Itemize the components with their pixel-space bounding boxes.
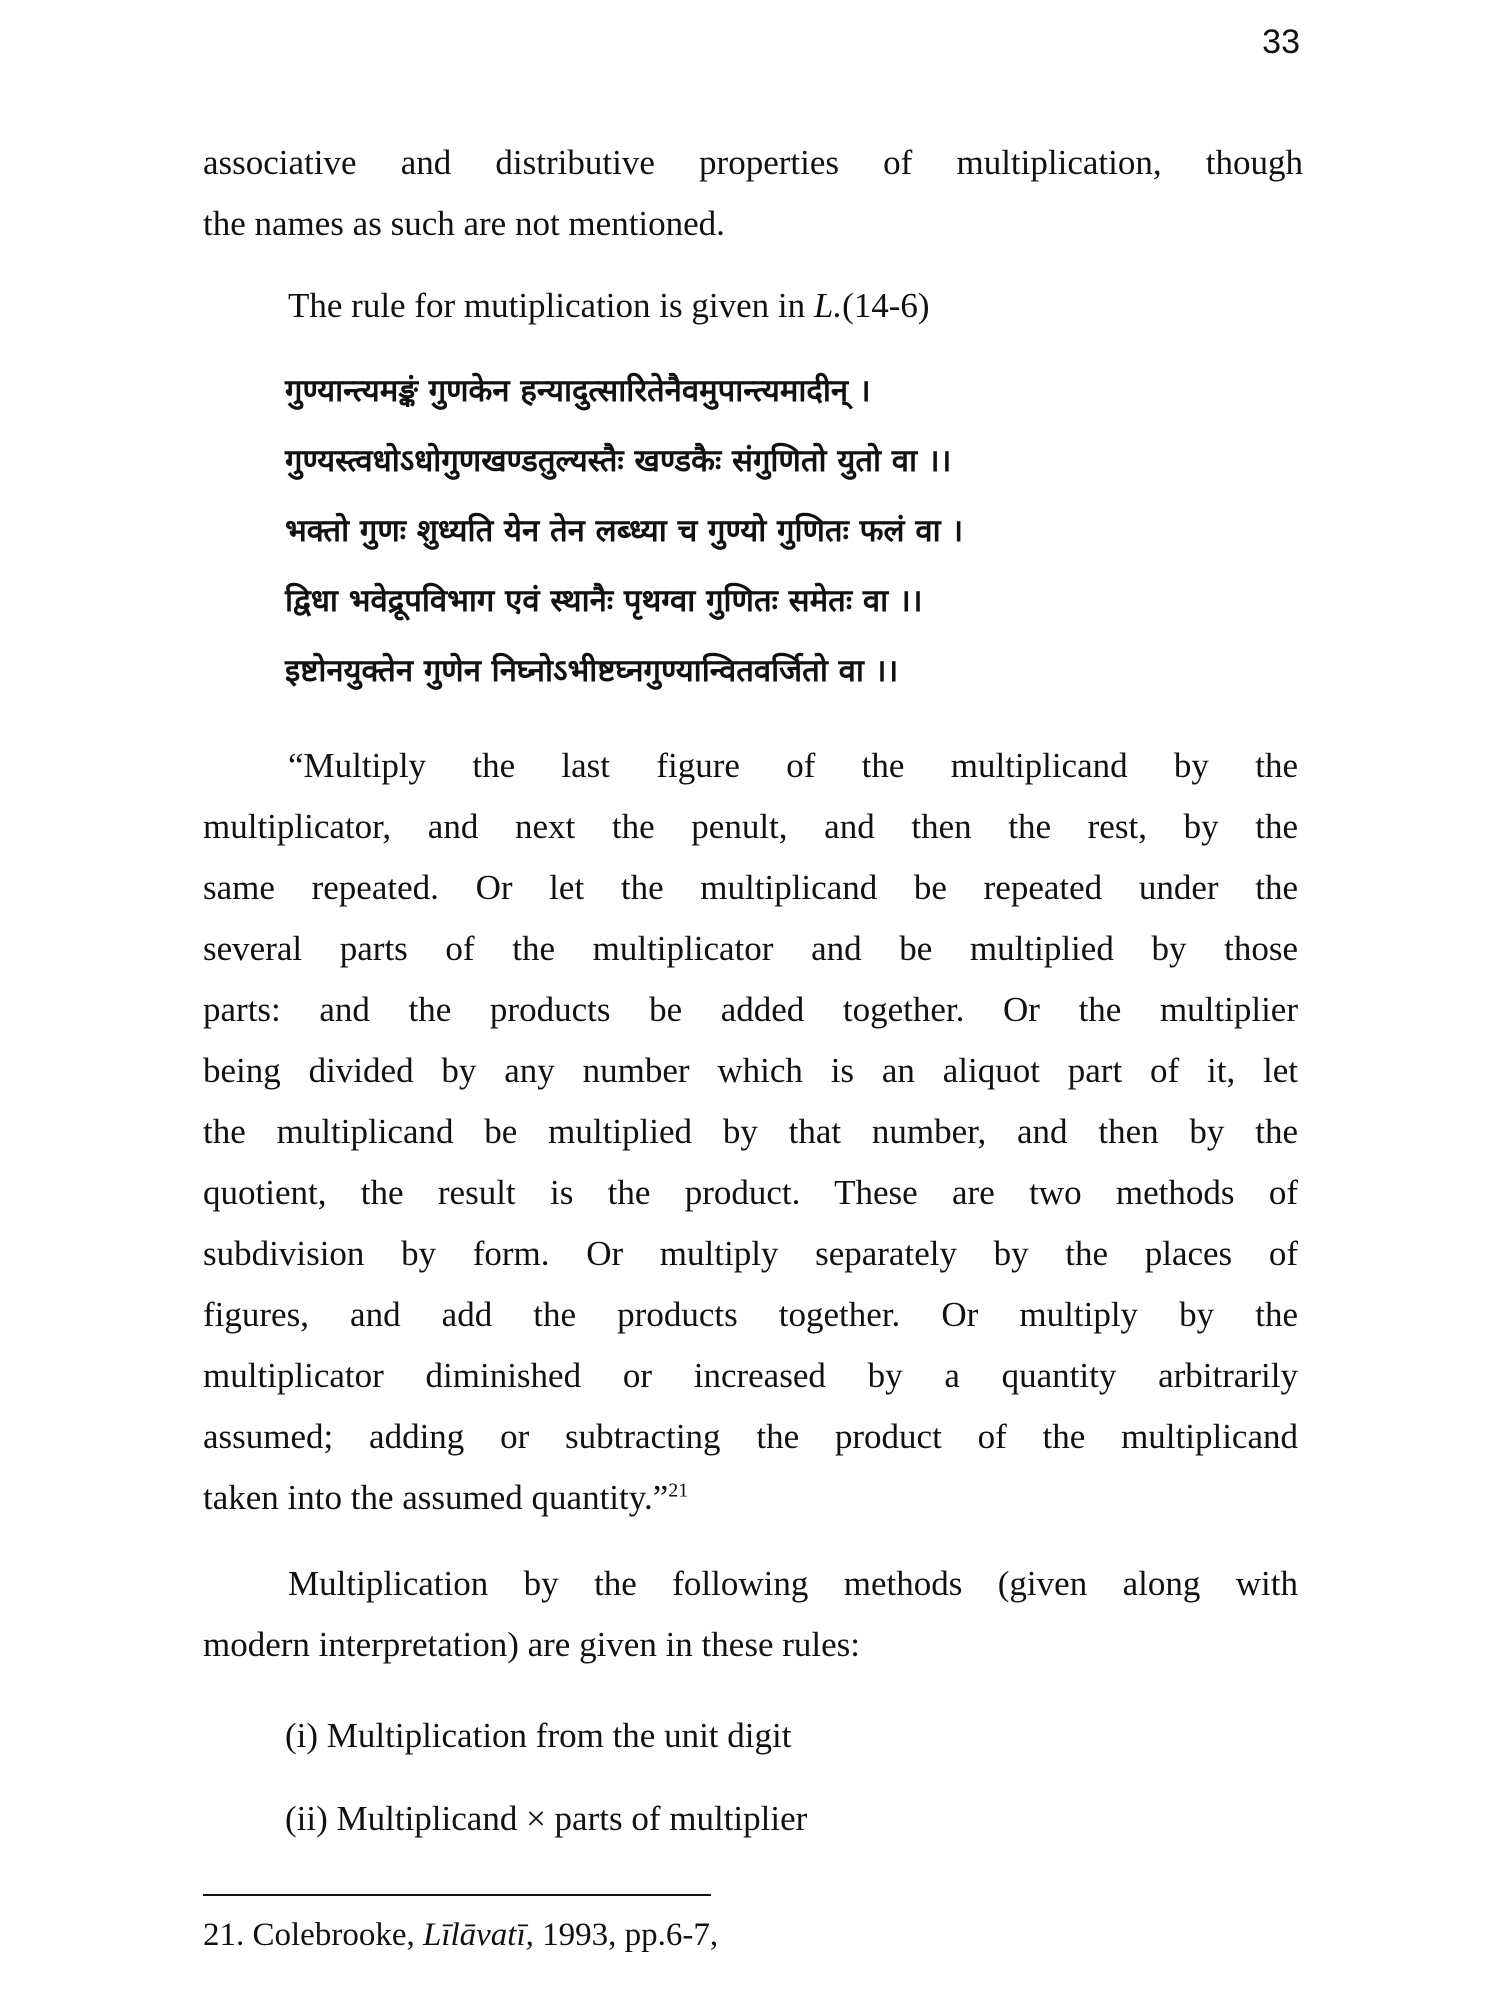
quote-line-last	[203, 1467, 1298, 1528]
quote-line: several parts of the multiplicator and be multiplied by those	[203, 929, 1298, 968]
verse-line: भक्तो गुणः शुध्यति येन तेन लब्ध्या च गुण्यो गुणितः फलं वा ।	[285, 513, 964, 549]
footnote-title: Līlāvatī,	[422, 1917, 534, 1953]
quote-line: being divided by any number which is an aliquot part of it, let	[203, 1051, 1298, 1090]
quote-line: quotient, the result is the product. These are two methods of	[203, 1173, 1298, 1212]
footnote-author: Colebrooke,	[244, 1917, 423, 1953]
footnote-divider	[203, 1894, 711, 1896]
rule-intro-text: The rule for mutiplication is given in	[288, 286, 814, 325]
paragraph-line: the names as such are not mentioned.	[203, 204, 725, 243]
rule-reference-number: (14-6)	[842, 286, 930, 325]
rule-reference-italic: L.	[813, 286, 843, 325]
footnote-number: 21.	[203, 1917, 245, 1953]
methods-list	[285, 1705, 807, 1871]
quote-line: same repeated. Or let the multiplicand be repeated under the	[203, 868, 1298, 907]
quote-line: assumed; adding or subtracting the product of the multiplicand	[203, 1417, 1298, 1456]
quote-line: “Multiply the last figure of the multiplicand by the	[288, 746, 1298, 785]
list-item: (ii) Multiplicand × parts of multiplier	[285, 1799, 808, 1838]
verse-line: गुण्यान्त्यमङ्कं गुणकेन हन्यादुत्सारितेनैवमुपान्त्यमादीन् ।	[285, 373, 871, 409]
quote-line-text: taken into the assumed quantity.”	[203, 1478, 669, 1517]
page-number: 33	[1262, 23, 1300, 61]
quote-line: parts: and the products be added together. Or the multiplier	[203, 990, 1298, 1029]
verse-line: द्विधा भवेद्रूपविभाग एवं स्थानैः पृथग्वा गुणितः समेतः वा ।।	[285, 583, 923, 619]
paragraph-line: associative and distributive properties of multiplication, though	[203, 143, 1303, 182]
quote-line: figures, and add the products together. Or multiply by the	[203, 1295, 1298, 1334]
footnote-details: 1993, pp.6-7,	[533, 1917, 719, 1953]
rule-intro-line	[288, 275, 930, 336]
quote-line: multiplicator diminished or increased by a quantity arbitrarily	[203, 1356, 1298, 1395]
footnote	[203, 1910, 718, 1960]
paragraph-line: modern interpretation) are given in these rules:	[203, 1625, 860, 1664]
paragraph-line: Multiplication by the following methods (given along with	[288, 1564, 1298, 1603]
intro-paragraph	[203, 132, 1303, 254]
quote-line: subdivision by form. Or multiply separately by the places of	[203, 1234, 1298, 1273]
sanskrit-verse	[285, 356, 1305, 706]
translation-quote	[203, 735, 1298, 1528]
methods-paragraph	[203, 1553, 1298, 1675]
verse-line: गुण्यस्त्वधोऽधोगुणखण्डतुल्यस्तैः खण्डकैः संगुणितो युतो वा ।।	[285, 443, 952, 479]
list-item: (i) Multiplication from the unit digit	[285, 1716, 792, 1755]
footnote-marker: 21	[668, 1479, 689, 1502]
verse-line: इष्टोनयुक्तेन गुणेन निघ्नोऽभीष्टघ्नगुण्यान्वितवर्जितो वा ।।	[285, 653, 899, 689]
quote-line: multiplicator, and next the penult, and then the rest, by the	[203, 807, 1298, 846]
quote-line: the multiplicand be multiplied by that number, and then by the	[203, 1112, 1298, 1151]
